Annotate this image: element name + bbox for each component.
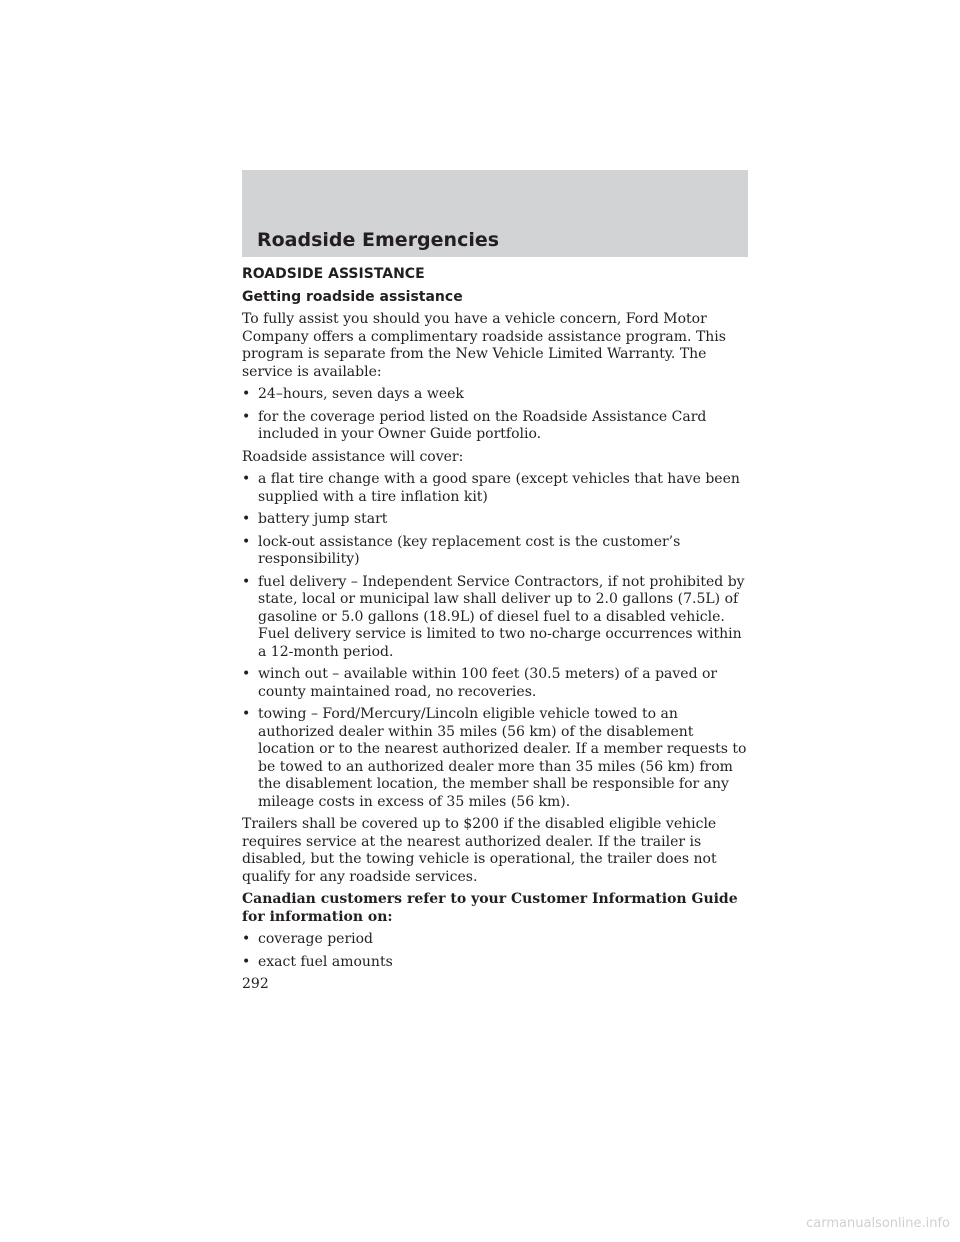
chapter-title: Roadside Emergencies [257, 229, 500, 251]
list-item: • fuel delivery – Independent Service Contractors, if not prohibited by state, local or municipal law shall deliver up to 2.0 gallons (7.5L) of gasoline or 5.0 gallons (18.9L) of diesel fuel to a disabled vehicle. Fuel delivery service is limited to two no-charge occurrences within a 12-month period. [242, 573, 745, 660]
bullet-icon: • [242, 953, 251, 970]
section-heading: ROADSIDE ASSISTANCE [242, 266, 425, 282]
bullet-icon: • [242, 666, 251, 682]
bullet-icon: • [242, 386, 251, 402]
page-content [242, 266, 750, 994]
page-number: 292 [242, 976, 269, 992]
chapter-header-band [242, 170, 748, 257]
site-watermark: carmanualsonline.info [806, 1216, 950, 1231]
list-item: • lock-out assistance (key replacement cost is the customer’s responsibility) [242, 533, 681, 567]
list-item: • exact fuel amounts [242, 953, 393, 970]
coverage-list [242, 471, 750, 811]
list-item: • for the coverage period listed on the Roadside Assistance Card included in your Owner Guide portfolio. [242, 408, 707, 442]
list-item: • coverage period [242, 931, 374, 947]
bullet-icon: • [242, 573, 251, 590]
coverage-intro: Roadside assistance will cover: [242, 448, 464, 465]
bullet-icon: • [242, 511, 251, 527]
subsection-heading: Getting roadside assistance [242, 288, 463, 305]
bullet-icon: • [242, 533, 251, 550]
trailers-paragraph: Trailers shall be covered up to $200 if the disabled eligible vehicle requires service at the nearest authorized dealer. If the trailer is disabled, but the towing vehicle is operational, the trailer does not qualify for any roadside services. [242, 816, 717, 885]
bullet-icon: • [242, 706, 251, 722]
list-item: • battery jump start [242, 511, 388, 527]
canadian-note: Canadian customers refer to your Customer Information Guide for information on: [242, 891, 738, 925]
canadian-list [242, 931, 750, 971]
intro-paragraph: To fully assist you should you have a vehicle concern, Ford Motor Company offers a complimentary roadside assistance program. This program is separate from the New Vehicle Limited Warranty. The service is available: [242, 311, 726, 380]
bullet-icon: • [242, 931, 251, 947]
list-item: • towing – Ford/Mercury/Lincoln eligible vehicle towed to an authorized dealer within 35 miles (56 km) of the disablement location or to the nearest authorized dealer. If a member requests to be towed to an authorized dealer more than 35 miles (56 km) from the disablement location, the member shall be responsible for any mileage costs in excess of 35 miles (56 km). [242, 706, 747, 810]
list-item: • 24–hours, seven days a week [242, 386, 464, 402]
bullet-icon: • [242, 471, 251, 487]
bullet-icon: • [242, 408, 251, 425]
list-item: • a flat tire change with a good spare (except vehicles that have been supplied with a tire inflation kit) [242, 471, 740, 505]
list-item: • winch out – available within 100 feet (30.5 meters) of a paved or county maintained road, no recoveries. [242, 666, 718, 700]
availability-list [242, 386, 750, 444]
